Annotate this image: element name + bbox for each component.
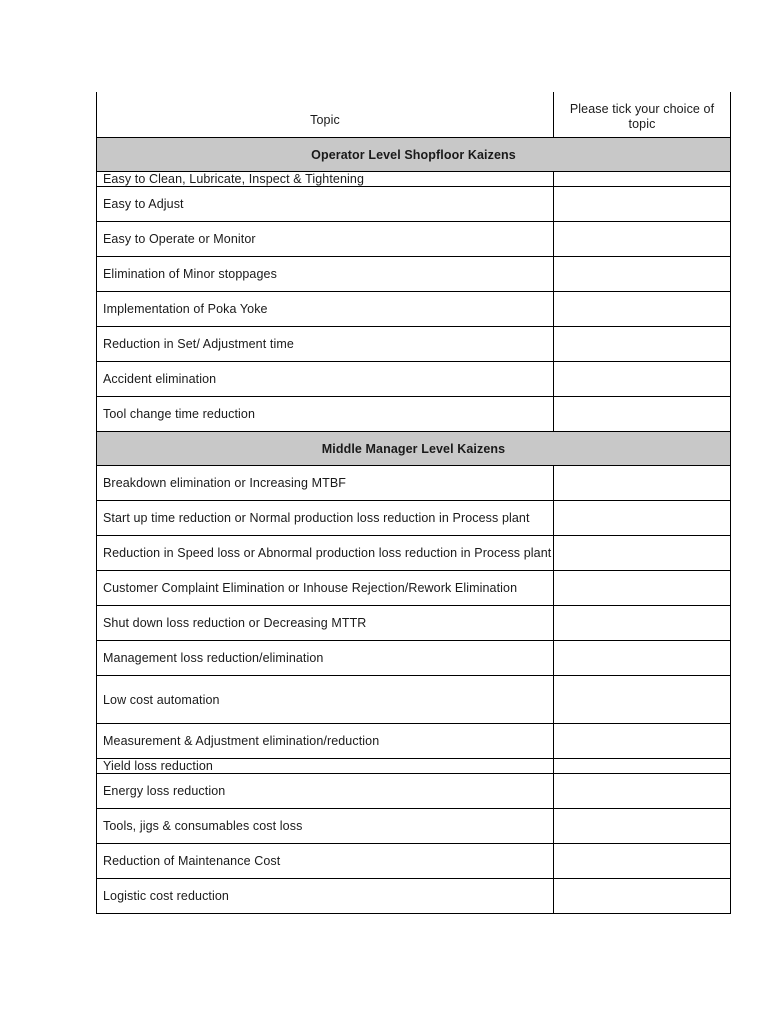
topic-cell: Customer Complaint Elimination or Inhouse Rejection/Rework Elimination (97, 571, 554, 606)
section-header-operator (97, 138, 731, 172)
table-row (97, 327, 731, 362)
table-row (97, 641, 731, 676)
table-row (97, 292, 731, 327)
table-row (97, 809, 731, 844)
table-row (97, 397, 731, 432)
tick-choice-cell[interactable] (554, 536, 731, 571)
topic-cell: Breakdown elimination or Increasing MTBF (97, 466, 554, 501)
topic-cell: Easy to Adjust (97, 187, 554, 222)
tick-choice-cell[interactable] (554, 187, 731, 222)
table-row (97, 362, 731, 397)
topic-cell: Reduction of Maintenance Cost (97, 844, 554, 879)
tick-choice-cell[interactable] (554, 466, 731, 501)
tick-choice-cell[interactable] (554, 809, 731, 844)
topic-cell: Shut down loss reduction or Decreasing MTTR (97, 606, 554, 641)
table-row (97, 172, 731, 187)
table-row (97, 879, 731, 914)
topic-cell: Low cost automation (97, 676, 554, 724)
tick-choice-cell[interactable] (554, 774, 731, 809)
topic-cell: Easy to Clean, Lubricate, Inspect & Tightening (97, 172, 554, 187)
topic-cell: Reduction in Set/ Adjustment time (97, 327, 554, 362)
table-row (97, 187, 731, 222)
table-row (97, 676, 731, 724)
topic-cell: Easy to Operate or Monitor (97, 222, 554, 257)
table-row (97, 501, 731, 536)
table-row (97, 774, 731, 809)
table-header-row (97, 92, 731, 138)
section-title: Operator Level Shopfloor Kaizens (97, 138, 731, 172)
tick-choice-cell[interactable] (554, 397, 731, 432)
table-row (97, 222, 731, 257)
tick-choice-cell[interactable] (554, 641, 731, 676)
table-row (97, 759, 731, 774)
tick-choice-cell[interactable] (554, 362, 731, 397)
topic-cell: Yield loss reduction (97, 759, 554, 774)
tick-choice-cell[interactable] (554, 257, 731, 292)
table-row (97, 844, 731, 879)
tick-choice-cell[interactable] (554, 501, 731, 536)
tick-choice-cell[interactable] (554, 571, 731, 606)
tick-choice-cell[interactable] (554, 844, 731, 879)
tick-choice-cell[interactable] (554, 879, 731, 914)
topic-cell: Elimination of Minor stoppages (97, 257, 554, 292)
table-row (97, 606, 731, 641)
tick-choice-cell[interactable] (554, 724, 731, 759)
topic-cell: Reduction in Speed loss or Abnormal production loss reduction in Process plant (97, 536, 554, 571)
table-row (97, 257, 731, 292)
topic-cell: Tool change time reduction (97, 397, 554, 432)
tick-choice-cell[interactable] (554, 292, 731, 327)
topic-cell: Energy loss reduction (97, 774, 554, 809)
topic-cell: Tools, jigs & consumables cost loss (97, 809, 554, 844)
tick-choice-cell[interactable] (554, 172, 731, 187)
topic-cell: Accident elimination (97, 362, 554, 397)
choice-column-header: Please tick your choice of topic (554, 92, 731, 138)
topic-cell: Management loss reduction/elimination (97, 641, 554, 676)
tick-choice-cell[interactable] (554, 222, 731, 257)
section-title: Middle Manager Level Kaizens (97, 432, 731, 466)
tick-choice-cell[interactable] (554, 606, 731, 641)
tick-choice-cell[interactable] (554, 676, 731, 724)
tick-choice-cell[interactable] (554, 759, 731, 774)
topic-cell: Start up time reduction or Normal production loss reduction in Process plant (97, 501, 554, 536)
table-row (97, 571, 731, 606)
kaizen-topic-table (96, 92, 731, 914)
topic-cell: Implementation of Poka Yoke (97, 292, 554, 327)
topic-cell: Measurement & Adjustment elimination/reduction (97, 724, 554, 759)
section-header-middle-manager (97, 432, 731, 466)
topic-column-header: Topic (97, 92, 554, 138)
table-row (97, 536, 731, 571)
topic-cell: Logistic cost reduction (97, 879, 554, 914)
table-row (97, 724, 731, 759)
tick-choice-cell[interactable] (554, 327, 731, 362)
table-row (97, 466, 731, 501)
